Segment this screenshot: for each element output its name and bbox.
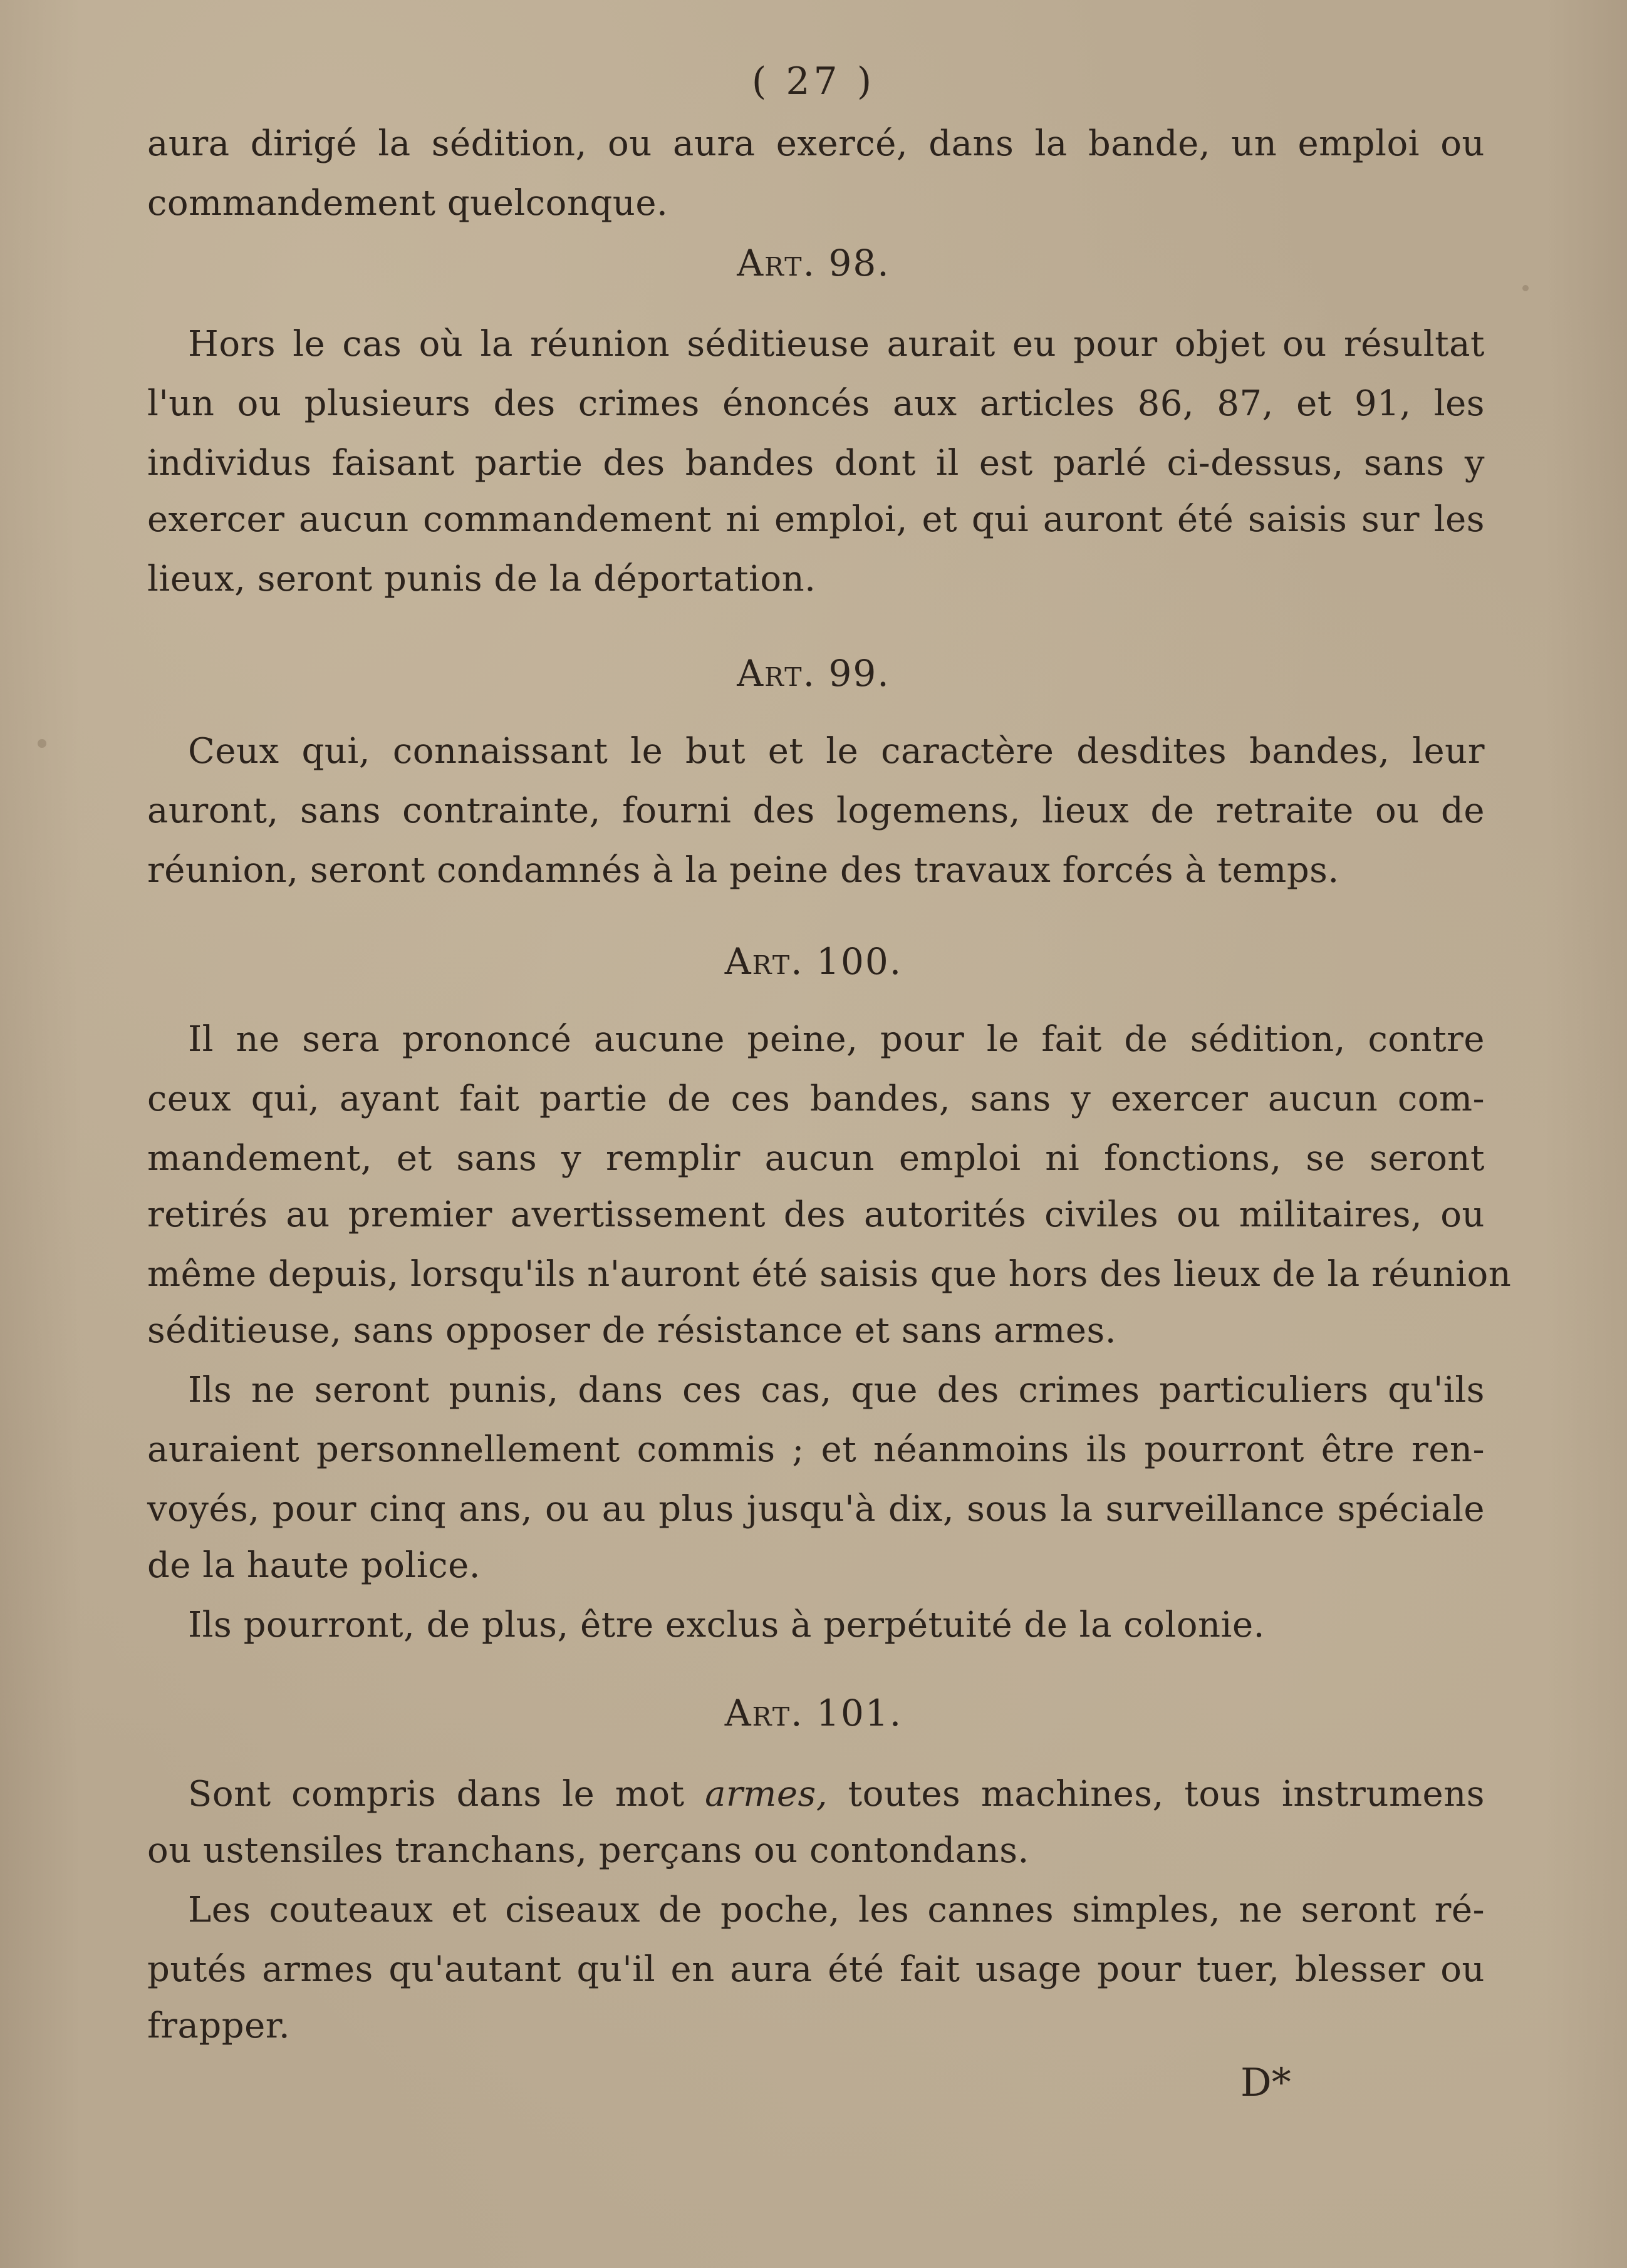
text-line: même depuis, lorsqu'ils n'auront été saisis que hors des lieux de la réunion: [147, 1254, 1512, 1295]
text-line: commandement quelconque.: [147, 183, 668, 224]
text-line: retirés au premier avertissement des autorités civiles ou militaires, ou: [147, 1194, 1485, 1235]
signature-mark: D*: [1240, 2059, 1291, 2105]
article-heading-text: Art. 100.: [724, 940, 903, 983]
text-line: mandement, et sans y remplir aucun emploi ni fonctions, se seront: [147, 1138, 1485, 1179]
text-line: auraient personnellement commis ; et néanmoins ils pourront être ren-: [147, 1429, 1485, 1470]
text-line: ou ustensiles tranchans, perçans ou contondans.: [147, 1830, 1029, 1871]
text-line: individus faisant partie des bandes dont il est parlé ci-dessus, sans y: [147, 443, 1485, 484]
article-heading-text: Art. 101.: [724, 1692, 903, 1734]
text-line: lieux, seront punis de la déportation.: [147, 559, 816, 599]
article-heading: [0, 1691, 1627, 1735]
page-number: ( 27 ): [751, 60, 876, 103]
text-line: auront, sans contrainte, fourni des logemens, lieux de retraite ou de: [147, 790, 1485, 831]
article-heading-text: Art. 98.: [737, 242, 890, 284]
text-line: Hors le cas où la réunion séditieuse aurait eu pour objet ou résultat: [188, 324, 1485, 365]
paper-spot: [38, 739, 46, 748]
text-line: de la haute police.: [147, 1545, 481, 1586]
italic-term: armes,: [705, 1774, 828, 1815]
text-segment: Sont compris dans le mot: [188, 1774, 705, 1815]
text-line: Ceux qui, connaissant le but et le caractère desdites bandes, leur: [188, 731, 1485, 772]
article-heading-text: Art. 99.: [737, 652, 890, 695]
text-line: Ils pourront, de plus, être exclus à perpétuité de la colonie.: [188, 1605, 1265, 1645]
text-line: séditieuse, sans opposer de résistance et sans armes.: [147, 1310, 1117, 1351]
text-line: exercer aucun commandement ni emploi, et qui auront été saisis sur les: [147, 499, 1485, 540]
text-line: Ils ne seront punis, dans ces cas, que des crimes particuliers qu'ils: [188, 1370, 1485, 1411]
text-line: aura dirigé la sédition, ou aura exercé, dans la bande, un emploi ou: [147, 123, 1485, 164]
text-line: l'un ou plusieurs des crimes énoncés aux articles 86, 87, et 91, les: [147, 383, 1485, 424]
text-line: [188, 1773, 1485, 1816]
text-line: Il ne sera prononcé aucune peine, pour le fait de sédition, contre: [188, 1019, 1485, 1060]
article-heading: [0, 940, 1627, 983]
paper-spot: [1522, 285, 1529, 291]
text-line: frapper.: [147, 2006, 291, 2046]
text-line: Les couteaux et ciseaux de poche, les cannes simples, ne seront ré-: [188, 1890, 1485, 1930]
article-heading: [0, 241, 1627, 285]
text-line: voyés, pour cinq ans, ou au plus jusqu'à dix, sous la surveillance spéciale: [147, 1489, 1485, 1530]
text-line: putés armes qu'autant qu'il en aura été fait usage pour tuer, blesser ou: [147, 1949, 1485, 1990]
text-segment: toutes machines, tous instrumens: [828, 1774, 1485, 1815]
text-line: réunion, seront condamnés à la peine des travaux forcés à temps.: [147, 850, 1339, 891]
article-heading: [0, 651, 1627, 695]
text-line: ceux qui, ayant fait partie de ces bandes, sans y exercer aucun com-: [147, 1079, 1485, 1119]
